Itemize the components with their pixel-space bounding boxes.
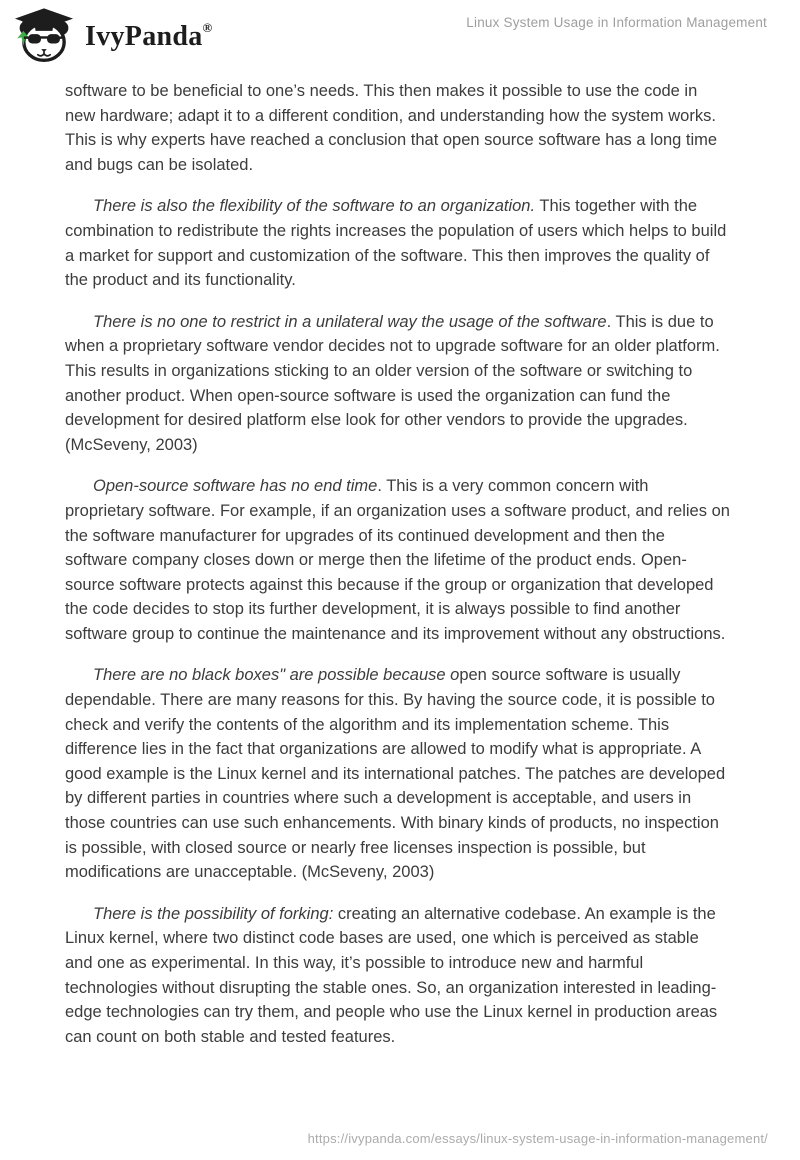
essay-paragraph [65, 474, 730, 646]
brand-wordmark: IvyPanda® [85, 19, 213, 52]
paragraph-text: creating an alternative codebase. An example is the Linux kernel, where two distinct code bases are used, one which is perceived as stable and one as experimental. In this way, it’s possible to introduce new and harmful technologies without disrupting the stable ones. So, an organization interested in leading-edge technologies can try them, and people who use the Linux kernel in production areas can count on both stable and tested features. [65, 904, 718, 1046]
paragraph-text: This together with the combination to redistribute the rights increases the population of users which helps to build a market for support and customization of the software. This then improves the quality of the product and its functionality. [65, 197, 727, 290]
paragraph-lead: Open-source software has no end time [93, 477, 378, 496]
paragraph-lead: There are no black boxes" are possible because o [93, 666, 460, 685]
ivypanda-logo-link[interactable] [14, 7, 213, 64]
source-url[interactable]: https://ivypanda.com/essays/linux-system-usage-in-information-management/ [307, 1131, 768, 1146]
registered-trademark-symbol: ® [202, 19, 213, 35]
paragraph-text: . This is due to when a proprietary software vendor decides not to upgrade software for an older platform. This results in organizations sticking to an older version of the software or switching to another product. When open-source software is used the organization can fund the development for desired platform else look for other vendors to provide the upgrades. (McSeveny, 2003) [65, 312, 720, 454]
essay-paragraph [65, 194, 730, 292]
essay-paragraph [65, 663, 730, 884]
paragraph-text: pen source software is usually dependable. There are many reasons for this. By having the source code, it is possible to check and verify the contents of the algorithm and its implementation scheme. This difference lies in the fact that organizations are allowed to modify what is appropriate. A good example is the Linux kernel and its international patches. The patches are developed by different parties in countries where such a development is acceptable, and users in those countries can use such enhancements. With binary kinds of products, no inspection is possible, with closed source or nearly free licenses inspection is possible, but modifications are unacceptable. (McSeveny, 2003) [65, 666, 726, 882]
paragraph-lead: There is no one to restrict in a unilateral way the usage of the software [93, 312, 607, 331]
essay-paragraph [65, 310, 730, 458]
paragraph-lead: There is the possibility of forking: [93, 904, 334, 923]
document-title: Linux System Usage in Information Management [466, 15, 767, 30]
essay-body [0, 64, 800, 1049]
paragraph-text: . This is a very common concern with proprietary software. For example, if an organization uses a software product, and relies on the software manufacturer for upgrades of its continued development and then the software company closes down or merge then the lifetime of the product ends. Open-source software protects against this because if the group or organization that developed the code decides to stop its further development, it is always possible to find another software group to continue the maintenance and its improvement without any obstructions. [65, 477, 730, 643]
paragraph-lead: There is also the flexibility of the software to an organization. [93, 197, 536, 216]
paragraph-text: software to be beneficial to one’s needs. This then makes it possible to use the code in new hardware; adapt it to a different condition, and understanding how the system works. This is why experts have reached a conclusion that open source software has a long time and bugs can be isolated. [65, 82, 718, 174]
essay-paragraph [65, 79, 730, 177]
essay-paragraph [65, 902, 730, 1050]
panda-graduate-icon [14, 7, 74, 64]
page-header [0, 0, 800, 64]
